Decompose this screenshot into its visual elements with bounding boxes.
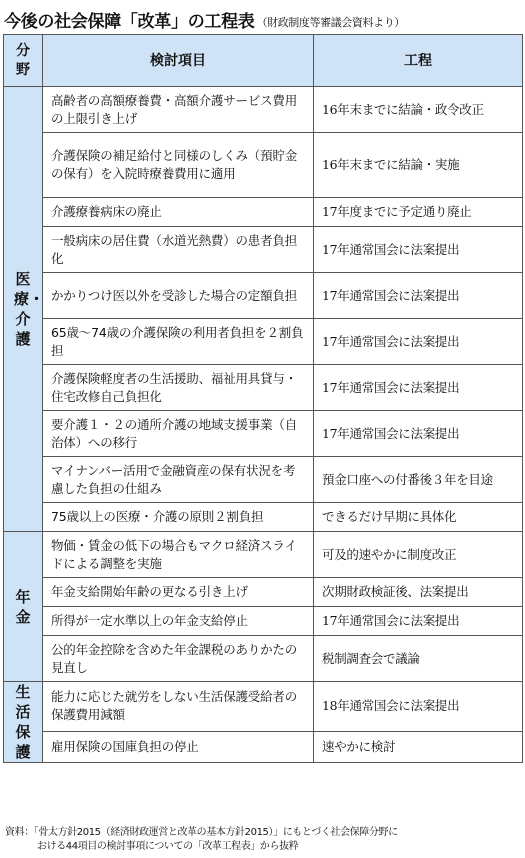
header-process: 工程: [314, 35, 523, 87]
item-cell: 75歳以上の医療・介護の原則２割負担: [43, 503, 314, 532]
item-cell: 所得が一定水準以上の年金支給停止: [43, 607, 314, 636]
table-row: [4, 365, 523, 411]
process-cell: できるだけ早期に具体化: [314, 503, 523, 532]
category-medical-care: 医療・介護: [4, 87, 43, 532]
item-cell: 一般病床の居住費（水道光熱費）の患者負担化: [43, 227, 314, 273]
process-cell: 16年末までに結論・実施: [314, 133, 523, 198]
source-note-line-2: おける44項目の検討事項についての「改革工程表」から抜粋: [37, 841, 299, 852]
process-cell: 税制調査会で議論: [314, 636, 523, 682]
process-cell: 17年通常国会に法案提出: [314, 365, 523, 411]
table-row: [4, 87, 523, 133]
item-cell: 介護保険の補足給付と同様のしくみ（預貯金の保有）を入院時療養費用に適用: [43, 133, 314, 198]
table-row: [4, 731, 523, 762]
process-cell: 可及的速やかに制度改正: [314, 532, 523, 578]
title-row: [4, 4, 521, 32]
item-cell: マイナンバー活用で金融資産の保有状況を考慮した負担の仕組み: [43, 457, 314, 503]
process-cell: 17年通常国会に法案提出: [314, 319, 523, 365]
page-title: 今後の社会保障「改革」の工程表: [4, 12, 255, 32]
item-cell: 要介護１・２の通所介護の地域支援事業（自治体）への移行: [43, 411, 314, 457]
item-cell: 高齢者の高額療養費・高額介護サービス費用の上限引き上げ: [43, 87, 314, 133]
table-row: [4, 607, 523, 636]
process-cell: 17年通常国会に法案提出: [314, 273, 523, 319]
process-cell: 17年度までに予定通り廃止: [314, 198, 523, 227]
item-cell: 年金支給開始年齢の更なる引き上げ: [43, 578, 314, 607]
source-note-line-1: 資料：「骨太方針2015（経済財政運営と改革の基本方針2015）」にもとづく社会保障分野に: [5, 827, 398, 838]
table-row: [4, 682, 523, 732]
item-cell: 介護保険軽度者の生活援助、福祉用具貸与・住宅改修自己負担化: [43, 365, 314, 411]
table-row: [4, 273, 523, 319]
source-note: [5, 826, 520, 854]
process-cell: 預金口座への付番後３年を目途: [314, 457, 523, 503]
category-welfare: 生活保護: [4, 682, 43, 763]
table-row: [4, 532, 523, 578]
table-row: [4, 503, 523, 532]
item-cell: 介護療養病床の廃止: [43, 198, 314, 227]
table-row: [4, 457, 523, 503]
item-cell: 公的年金控除を含めた年金課税のありかたの見直し: [43, 636, 314, 682]
table-row: [4, 198, 523, 227]
table-row: [4, 227, 523, 273]
table-row: [4, 411, 523, 457]
item-cell: 65歳～74歳の介護保険の利用者負担を２割負担: [43, 319, 314, 365]
table-header-row: [4, 35, 523, 87]
category-pension: 年金: [4, 532, 43, 682]
process-cell: 17年通常国会に法案提出: [314, 411, 523, 457]
item-cell: 雇用保険の国庫負担の停止: [43, 731, 314, 762]
header-item: 検討項目: [43, 35, 314, 87]
process-cell: 17年通常国会に法案提出: [314, 227, 523, 273]
process-cell: 17年通常国会に法案提出: [314, 607, 523, 636]
item-cell: 能力に応じた就労をしない生活保護受給者の保護費用減額: [43, 682, 314, 732]
title-source: （財政制度等審議会資料より）: [256, 16, 405, 29]
table-row: [4, 133, 523, 198]
process-cell: 速やかに検討: [314, 731, 523, 762]
header-category: 分野: [4, 35, 43, 87]
process-cell: 16年末までに結論・政令改正: [314, 87, 523, 133]
item-cell: 物価・賃金の低下の場合もマクロ経済スライドによる調整を実施: [43, 532, 314, 578]
process-cell: 次期財政検証後、法案提出: [314, 578, 523, 607]
table-row: [4, 319, 523, 365]
table-row: [4, 636, 523, 682]
reform-schedule-table: [3, 34, 523, 763]
item-cell: かかりつけ医以外を受診した場合の定額負担: [43, 273, 314, 319]
table-row: [4, 578, 523, 607]
process-cell: 18年通常国会に法案提出: [314, 682, 523, 732]
